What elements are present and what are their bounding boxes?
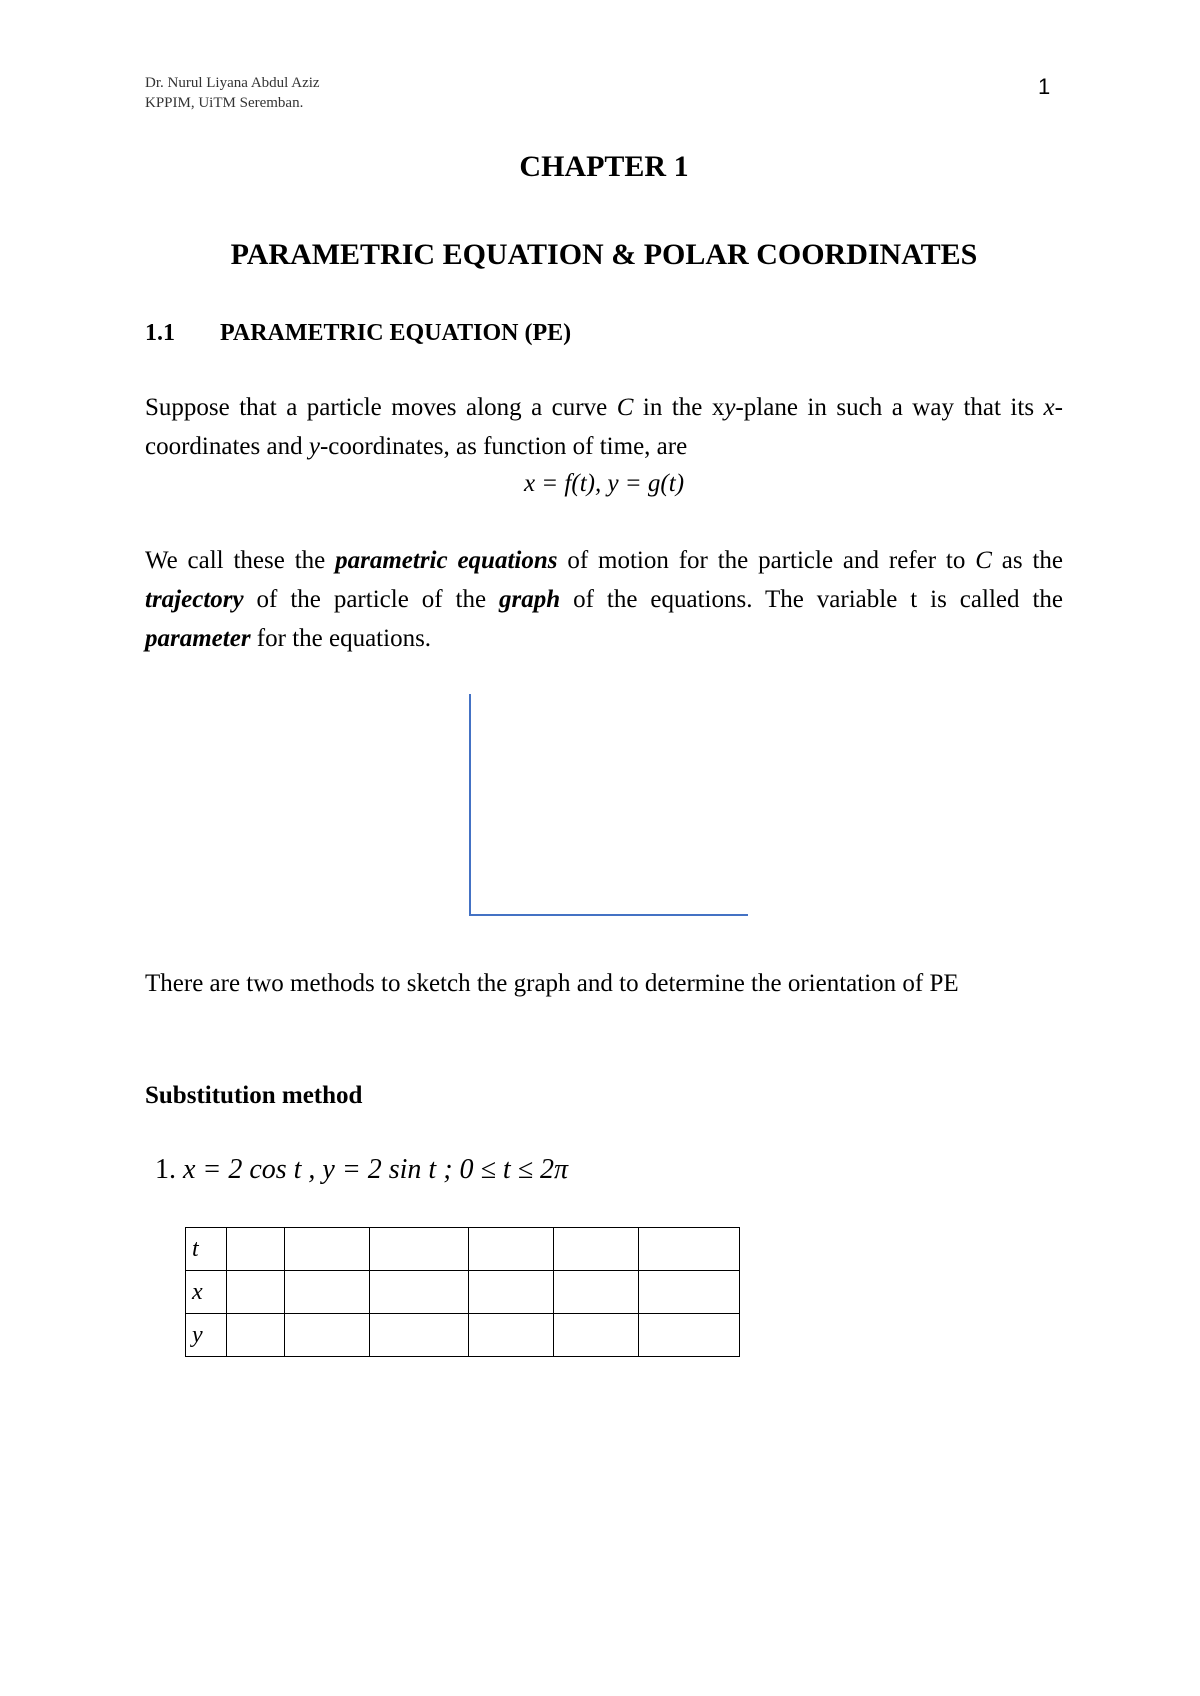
table-cell[interactable] <box>370 1228 469 1271</box>
row-label: y <box>186 1314 227 1357</box>
definition-paragraph: We call these the parametric equations of motion for the particle and refer to C as the trajectory of the particle of the graph of the equations. The variable t is called the parameter for the equations. <box>145 547 1063 652</box>
section-number: 1.1 <box>145 320 175 346</box>
table-cell[interactable] <box>469 1228 554 1271</box>
table-cell[interactable] <box>285 1228 370 1271</box>
table-cell[interactable] <box>554 1314 639 1357</box>
table-cell[interactable] <box>554 1228 639 1271</box>
table-cell[interactable] <box>227 1228 285 1271</box>
term-parametric-equations: parametric equations <box>335 547 558 574</box>
chapter-title: CHAPTER 1 <box>519 150 689 183</box>
header-author: Dr. Nurul Liyana Abdul Aziz <box>145 75 320 91</box>
table-cell[interactable] <box>370 1314 469 1357</box>
chapter-subtitle: PARAMETRIC EQUATION & POLAR COORDINATES <box>230 238 978 271</box>
term-parameter: parameter <box>145 625 251 652</box>
header-institution: KPPIM, UiTM Seremban. <box>145 95 304 111</box>
value-table <box>185 1227 740 1357</box>
row-label: t <box>186 1228 227 1271</box>
section-heading <box>145 320 571 347</box>
table-cell[interactable] <box>554 1271 639 1314</box>
page-number: 1 <box>1038 74 1051 99</box>
table-row <box>186 1314 740 1357</box>
row-label: x <box>186 1271 227 1314</box>
table-cell[interactable] <box>469 1314 554 1357</box>
table-cell[interactable] <box>285 1314 370 1357</box>
table-cell[interactable] <box>639 1271 740 1314</box>
section-title: PARAMETRIC EQUATION (PE) <box>220 320 572 346</box>
methods-paragraph: There are two methods to sketch the graph and to determine the orientation of PE <box>145 970 959 997</box>
problem-expression: x = 2 cos t , y = 2 sin t ; 0 ≤ t ≤ 2π <box>183 1154 569 1185</box>
table-row <box>186 1271 740 1314</box>
table-cell[interactable] <box>639 1314 740 1357</box>
table-cell[interactable] <box>227 1271 285 1314</box>
table-row <box>186 1228 740 1271</box>
term-trajectory: trajectory <box>145 586 244 613</box>
term-graph: graph <box>499 586 561 613</box>
page-header <box>145 73 320 113</box>
table-cell[interactable] <box>639 1228 740 1271</box>
blank-axes-diagram <box>466 692 756 922</box>
table-cell[interactable] <box>285 1271 370 1314</box>
table-cell[interactable] <box>227 1314 285 1357</box>
problem-1 <box>155 1154 568 1186</box>
parametric-equation: x = f(t), y = g(t) <box>523 470 685 497</box>
intro-paragraph: Suppose that a particle moves along a curve C in the xy-plane in such a way that its x-coordinates and y-coordinates, as function of time, are <box>145 394 1063 460</box>
table-cell[interactable] <box>370 1271 469 1314</box>
table-cell[interactable] <box>469 1271 554 1314</box>
problem-number: 1. <box>155 1154 183 1185</box>
substitution-heading: Substitution method <box>145 1082 363 1109</box>
